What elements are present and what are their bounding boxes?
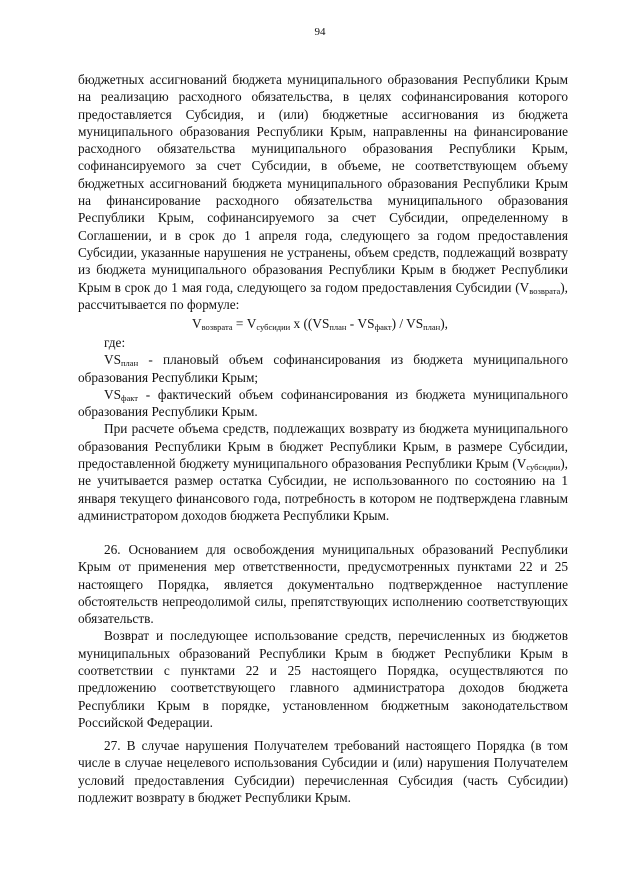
paragraph-return: Возврат и последующее использование средств, перечисленных из бюджетов муниципальных образований Республики Крым в бюджет Республики Крым в соответствии с пунктами 22 и 25 настоящего Порядка, осуществляются по предложению соответствующего главного администратора доходов бюджета Республики Крым в порядке, установленном бюджетным законодательством Российской Федерации.	[78, 628, 568, 730]
definition-fact: $VS_{факт}$ - фактический объем софинансирования из бюджета муниципального образования Республики Крым.	[78, 386, 568, 420]
text-block-intro	[78, 71, 568, 313]
text-block-definitions	[78, 334, 568, 524]
paragraph-26: 26. Основанием для освобождения муниципальных образований Республики Крым от применения мер ответственности, предусмотренных пунктами 22 и 25 настоящего Порядка, является документально подтвержденное наступление обстоятельств непреодолимой силы, препятствующих исполнению соответствующих обязательств.	[78, 542, 568, 627]
definition-plan: $VS_{план}$ - плановый объем софинансирования из бюджета муниципального образования Республики Крым;	[78, 352, 568, 385]
paragraph-calculation: При расчете объема средств, подлежащих возврату из бюджета муниципального образования Республики Крым в бюджет Республики Крым, в размере Субсидии, предоставленной бюджету муниципального образования Республики Крым $(V_{субсидии})$, не учитывается размер остатка Субсидии, не использованного по состоянию на 1 января текущего финансового года, потребность в котором не подтверждена главным администратором доходов бюджета Республики Крым.	[78, 421, 568, 523]
text-block-item-26	[78, 541, 568, 731]
where-label: где:	[104, 335, 126, 350]
text-block-item-27	[78, 737, 568, 806]
paragraph-intro: бюджетных ассигнований бюджета муниципального образования Республики Крым на реализацию расходного обязательства, в целях софинансирования которого предоставляется Субсидия, и (или) бюджетные ассигнования из бюджета муниципального образования Республики Крым, направленны на финансирование расходного обязательства муниципального образования Республики Крым, софинансируемого за счет Субсидии, в объеме, не соответствующем объему бюджетных ассигнований бюджета муниципального образования Республики Крым на финансирование расходного обязательства муниципального образования Республики Крым, софинансируемого за счет Субсидии, определенному в Соглашении, и в срок до 1 апреля года, следующего за годом предоставления Субсидии, указанные нарушения не устранены, объем средств, подлежащий возврату из бюджета муниципального образования Республики Крым в бюджет Республики Крым в срок до 1 мая года, следующего за годом предоставления Субсидии $(V_{возврата})$, рассчитывается по формуле:	[78, 72, 568, 312]
return-formula: $V_{возврата} = V_{субсидии}$ x $((VS_{план} - VS_{факт}) / VS_{план})$,	[191, 316, 448, 332]
paragraph-27: 27. В случае нарушения Получателем требований настоящего Порядка (в том числе в случае нецелевого использования Субсидии и (или) нарушения Получателем условий предоставления Субсидии) перечисленная Субсидия (часть Субсидии) подлежит возврату в бюджет Республики Крым.	[78, 738, 568, 805]
page-number: 94	[314, 26, 326, 38]
